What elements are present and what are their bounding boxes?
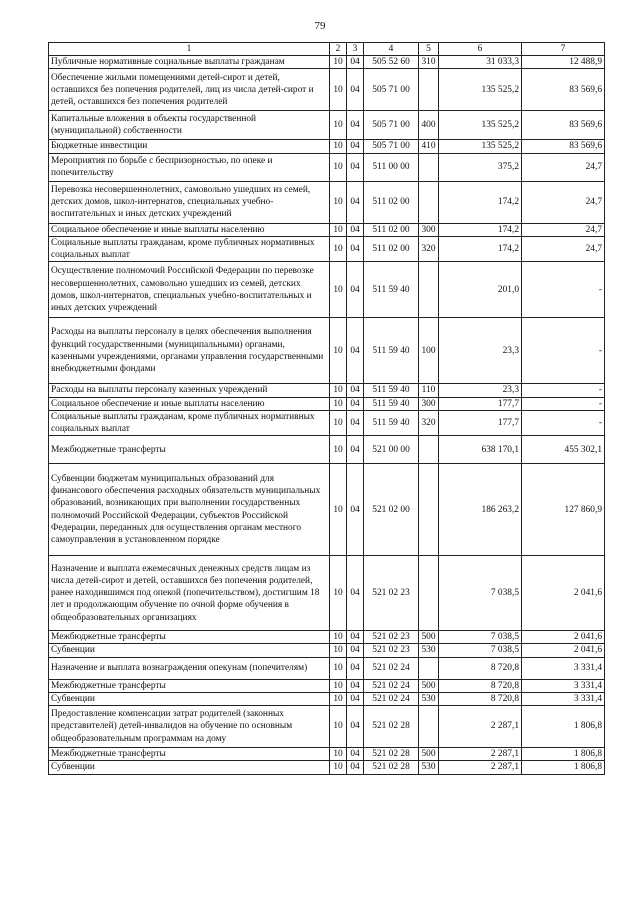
amount-col6: 2 287,1 (439, 761, 522, 774)
section-code: 10 (330, 262, 347, 318)
section-code: 10 (330, 236, 347, 261)
subsection-code: 04 (347, 410, 364, 435)
expense-type-code: 530 (419, 692, 439, 705)
target-article-code: 505 52 60 (364, 56, 419, 69)
expense-type-code (419, 657, 439, 679)
column-header: 3 (347, 43, 364, 56)
target-article-code: 511 00 00 (364, 153, 419, 181)
table-row (49, 262, 605, 318)
amount-col6: 7 038,5 (439, 644, 522, 657)
subsection-code: 04 (347, 556, 364, 631)
amount-col7: 83 569,6 (522, 111, 605, 140)
table-row (49, 153, 605, 181)
target-article-code: 521 02 24 (364, 692, 419, 705)
expense-type-code: 530 (419, 761, 439, 774)
target-article-code: 511 59 40 (364, 410, 419, 435)
amount-col6: 2 287,1 (439, 706, 522, 748)
section-code: 10 (330, 397, 347, 410)
amount-col7: 24,7 (522, 236, 605, 261)
amount-col6: 638 170,1 (439, 436, 522, 464)
subsection-code: 04 (347, 223, 364, 236)
amount-col6: 174,2 (439, 236, 522, 261)
table-row (49, 644, 605, 657)
target-article-code: 521 02 00 (364, 464, 419, 556)
table-row (49, 111, 605, 140)
section-code: 10 (330, 111, 347, 140)
column-header: 2 (330, 43, 347, 56)
expense-type-code (419, 153, 439, 181)
table-row (49, 318, 605, 384)
page-number: 79 (314, 20, 326, 32)
subsection-code: 04 (347, 140, 364, 153)
subsection-code: 04 (347, 318, 364, 384)
section-code: 10 (330, 69, 347, 111)
expense-type-code: 500 (419, 748, 439, 761)
expense-type-code (419, 464, 439, 556)
subsection-code: 04 (347, 692, 364, 705)
amount-col6: 135 525,2 (439, 140, 522, 153)
target-article-code: 511 59 40 (364, 262, 419, 318)
amount-col7: - (522, 384, 605, 397)
expense-type-code (419, 436, 439, 464)
row-name: Субвенции (49, 692, 330, 705)
amount-col6: 177,7 (439, 410, 522, 435)
expense-type-code: 320 (419, 236, 439, 261)
target-article-code: 521 02 24 (364, 679, 419, 692)
subsection-code: 04 (347, 657, 364, 679)
amount-col6: 2 287,1 (439, 748, 522, 761)
budget-table (48, 42, 605, 775)
column-header: 4 (364, 43, 419, 56)
amount-col6: 23,3 (439, 318, 522, 384)
table-row (49, 384, 605, 397)
row-name: Назначение и выплата ежемесячных денежных средств лицам из числа детей-сирот и детей, оставшихся без попечения родителей, ранее находившимся под опекой (попечительством), достигшим 18 лет и продолжающим обучение по очной форме обучения в общеобразовательных организациях (49, 556, 330, 631)
expense-type-code (419, 556, 439, 631)
section-code: 10 (330, 223, 347, 236)
expense-type-code: 110 (419, 384, 439, 397)
table-row (49, 236, 605, 261)
amount-col6: 7 038,5 (439, 631, 522, 644)
amount-col7: 455 302,1 (522, 436, 605, 464)
expense-type-code (419, 262, 439, 318)
row-name: Социальные выплаты гражданам, кроме публичных нормативных социальных выплат (49, 410, 330, 435)
row-name: Капитальные вложения в объекты государственной (муниципальной) собственности (49, 111, 330, 140)
subsection-code: 04 (347, 397, 364, 410)
row-name: Публичные нормативные социальные выплаты гражданам (49, 56, 330, 69)
table-row (49, 679, 605, 692)
column-header: 5 (419, 43, 439, 56)
table-row (49, 657, 605, 679)
section-code: 10 (330, 153, 347, 181)
subsection-code: 04 (347, 436, 364, 464)
row-name: Расходы на выплаты персоналу в целях обеспечения выполнения функций государственными (муниципальными) органами, казенными учреждениями, органами управления государственными внебюджетными фондами (49, 318, 330, 384)
row-name: Межбюджетные трансферты (49, 679, 330, 692)
section-code: 10 (330, 748, 347, 761)
amount-col7: 2 041,6 (522, 556, 605, 631)
section-code: 10 (330, 384, 347, 397)
subsection-code: 04 (347, 761, 364, 774)
subsection-code: 04 (347, 706, 364, 748)
row-name: Предоставление компенсации затрат родителей (законных представителей) детей-инвалидов на обучение по основным общеобразовательным программам на дому (49, 706, 330, 748)
target-article-code: 505 71 00 (364, 140, 419, 153)
subsection-code: 04 (347, 464, 364, 556)
table-row (49, 181, 605, 223)
target-article-code: 511 59 40 (364, 384, 419, 397)
expense-type-code: 310 (419, 56, 439, 69)
expense-type-code: 320 (419, 410, 439, 435)
table-row (49, 706, 605, 748)
section-code: 10 (330, 692, 347, 705)
target-article-code: 511 02 00 (364, 181, 419, 223)
amount-col6: 201,0 (439, 262, 522, 318)
subsection-code: 04 (347, 111, 364, 140)
amount-col7: 12 488,9 (522, 56, 605, 69)
row-name: Социальные выплаты гражданам, кроме публичных нормативных социальных выплат (49, 236, 330, 261)
expense-type-code (419, 181, 439, 223)
row-name: Межбюджетные трансферты (49, 631, 330, 644)
target-article-code: 505 71 00 (364, 69, 419, 111)
amount-col7: 3 331,4 (522, 657, 605, 679)
expense-type-code: 530 (419, 644, 439, 657)
amount-col6: 8 720,8 (439, 692, 522, 705)
table-row (49, 140, 605, 153)
table-row (49, 56, 605, 69)
amount-col6: 135 525,2 (439, 111, 522, 140)
column-header: 6 (439, 43, 522, 56)
expense-type-code: 400 (419, 111, 439, 140)
amount-col7: 24,7 (522, 181, 605, 223)
table-row (49, 631, 605, 644)
section-code: 10 (330, 140, 347, 153)
subsection-code: 04 (347, 181, 364, 223)
subsection-code: 04 (347, 236, 364, 261)
amount-col6: 174,2 (439, 223, 522, 236)
row-name: Расходы на выплаты персоналу казенных учреждений (49, 384, 330, 397)
table-row (49, 69, 605, 111)
row-name: Мероприятия по борьбе с беспризорностью, по опеке и попечительству (49, 153, 330, 181)
target-article-code: 505 71 00 (364, 111, 419, 140)
row-name: Межбюджетные трансферты (49, 748, 330, 761)
expense-type-code (419, 706, 439, 748)
amount-col7: - (522, 318, 605, 384)
section-code: 10 (330, 657, 347, 679)
row-name: Субвенции (49, 761, 330, 774)
section-code: 10 (330, 706, 347, 748)
amount-col7: 2 041,6 (522, 644, 605, 657)
amount-col7: 83 569,6 (522, 140, 605, 153)
row-name: Назначение и выплата вознаграждения опекунам (попечителям) (49, 657, 330, 679)
amount-col7: 24,7 (522, 223, 605, 236)
expense-type-code: 300 (419, 397, 439, 410)
expense-type-code: 100 (419, 318, 439, 384)
table-row (49, 436, 605, 464)
table-row (49, 748, 605, 761)
row-name: Субвенции бюджетам муниципальных образований для финансового обеспечения расходных обязательств муниципальных образований, возникающих при выполнении государственных полномочий Российской Федерации, субъектов Российской Федерации, переданных для осуществления органам местного самоуправления в установленном порядке (49, 464, 330, 556)
table-row (49, 464, 605, 556)
section-code: 10 (330, 464, 347, 556)
row-name: Бюджетные инвестиции (49, 140, 330, 153)
table-body (49, 56, 605, 774)
subsection-code: 04 (347, 69, 364, 111)
amount-col6: 135 525,2 (439, 69, 522, 111)
subsection-code: 04 (347, 644, 364, 657)
target-article-code: 521 02 23 (364, 556, 419, 631)
expense-type-code: 300 (419, 223, 439, 236)
subsection-code: 04 (347, 631, 364, 644)
amount-col6: 174,2 (439, 181, 522, 223)
column-header: 1 (49, 43, 330, 56)
header-row (49, 43, 605, 56)
expense-type-code: 500 (419, 631, 439, 644)
section-code: 10 (330, 631, 347, 644)
target-article-code: 521 02 28 (364, 748, 419, 761)
expense-type-code: 500 (419, 679, 439, 692)
amount-col7: 2 041,6 (522, 631, 605, 644)
row-name: Осуществление полномочий Российской Федерации по перевозке несовершеннолетних, самовольно ушедших из семей, детских домов, школ-интернатов, специальных учебно-воспитательных и иных детских учреждений (49, 262, 330, 318)
target-article-code: 511 02 00 (364, 236, 419, 261)
table-row (49, 761, 605, 774)
section-code: 10 (330, 410, 347, 435)
table-row (49, 397, 605, 410)
amount-col7: 1 806,8 (522, 761, 605, 774)
subsection-code: 04 (347, 384, 364, 397)
subsection-code: 04 (347, 679, 364, 692)
section-code: 10 (330, 318, 347, 384)
table-header (49, 43, 605, 56)
amount-col6: 8 720,8 (439, 679, 522, 692)
target-article-code: 521 02 28 (364, 761, 419, 774)
row-name: Социальное обеспечение и иные выплаты населению (49, 223, 330, 236)
target-article-code: 511 59 40 (364, 397, 419, 410)
section-code: 10 (330, 181, 347, 223)
amount-col6: 23,3 (439, 384, 522, 397)
row-name: Субвенции (49, 644, 330, 657)
target-article-code: 511 02 00 (364, 223, 419, 236)
section-code: 10 (330, 556, 347, 631)
amount-col7: - (522, 397, 605, 410)
amount-col7: 127 860,9 (522, 464, 605, 556)
subsection-code: 04 (347, 56, 364, 69)
section-code: 10 (330, 761, 347, 774)
subsection-code: 04 (347, 262, 364, 318)
target-article-code: 521 02 23 (364, 631, 419, 644)
section-code: 10 (330, 679, 347, 692)
amount-col6: 8 720,8 (439, 657, 522, 679)
subsection-code: 04 (347, 153, 364, 181)
amount-col7: 83 569,6 (522, 69, 605, 111)
column-header: 7 (522, 43, 605, 56)
row-name: Обеспечение жильми помещениями детей-сирот и детей, оставшихся без попечения родителей, лиц из числа детей-сирот и детей, оставшихся без попечения родителей (49, 69, 330, 111)
amount-col7: 1 806,8 (522, 748, 605, 761)
target-article-code: 521 02 28 (364, 706, 419, 748)
expense-type-code: 410 (419, 140, 439, 153)
section-code: 10 (330, 56, 347, 69)
amount-col7: 24,7 (522, 153, 605, 181)
table-row (49, 410, 605, 435)
row-name: Перевозка несовершеннолетних, самовольно ушедших из семей, детских домов, школ-интернатов, специальных учебно-воспитательных и иных детских учреждений (49, 181, 330, 223)
amount-col7: 1 806,8 (522, 706, 605, 748)
row-name: Межбюджетные трансферты (49, 436, 330, 464)
amount-col6: 375,2 (439, 153, 522, 181)
amount-col6: 177,7 (439, 397, 522, 410)
section-code: 10 (330, 436, 347, 464)
table-row (49, 223, 605, 236)
table-row (49, 556, 605, 631)
expense-type-code (419, 69, 439, 111)
amount-col7: - (522, 262, 605, 318)
row-name: Социальное обеспечение и иные выплаты населению (49, 397, 330, 410)
target-article-code: 521 02 23 (364, 644, 419, 657)
amount-col6: 186 263,2 (439, 464, 522, 556)
section-code: 10 (330, 644, 347, 657)
table-row (49, 692, 605, 705)
target-article-code: 521 00 00 (364, 436, 419, 464)
target-article-code: 511 59 40 (364, 318, 419, 384)
subsection-code: 04 (347, 748, 364, 761)
amount-col7: - (522, 410, 605, 435)
amount-col6: 31 033,3 (439, 56, 522, 69)
amount-col7: 3 331,4 (522, 692, 605, 705)
target-article-code: 521 02 24 (364, 657, 419, 679)
amount-col7: 3 331,4 (522, 679, 605, 692)
amount-col6: 7 038,5 (439, 556, 522, 631)
